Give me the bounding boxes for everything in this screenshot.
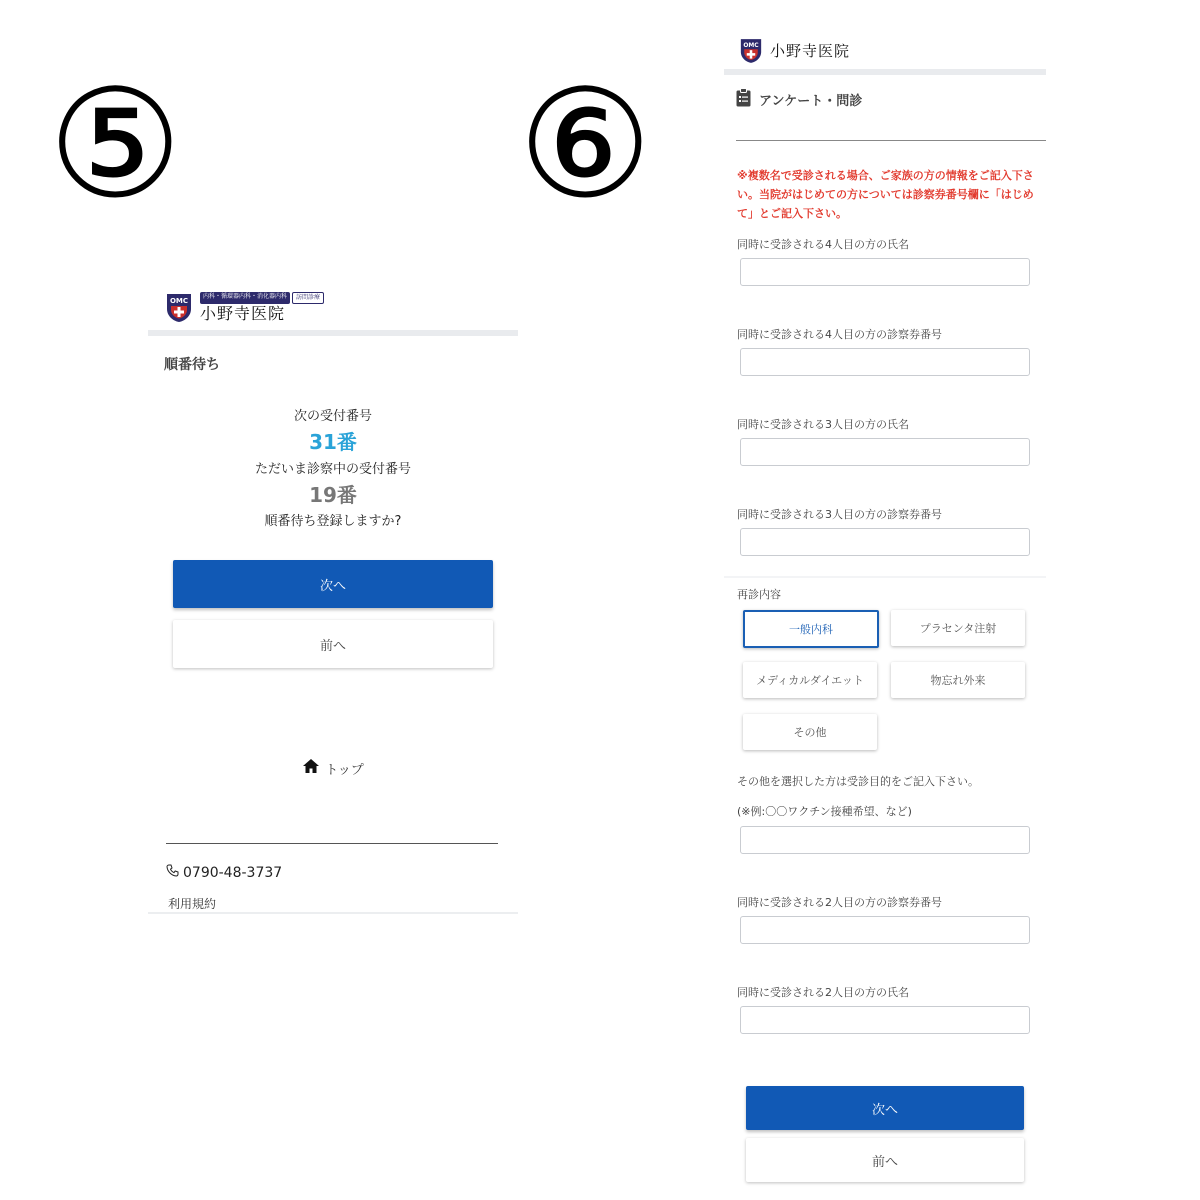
current-number-label: ただいま診察中の受付番号: [254, 462, 411, 477]
back-button[interactable]: 前へ: [173, 620, 493, 668]
other-example: (※例:〇〇ワクチン接種希望、など): [737, 805, 912, 818]
next-number-label: 次の受付番号: [293, 409, 372, 424]
svg-text:OMC: OMC: [169, 297, 189, 305]
clinic-name: 小野寺医院: [770, 42, 851, 60]
revisit-label: 再診内容: [737, 588, 781, 601]
input-other-purpose[interactable]: [740, 826, 1030, 854]
footer-divider: [166, 843, 498, 844]
input-4th-card[interactable]: [740, 348, 1030, 376]
next-button[interactable]: 次へ: [173, 560, 493, 608]
option-general-internal[interactable]: 一般内科: [743, 610, 879, 648]
clinic-logo: [740, 38, 850, 64]
phone-icon: [166, 864, 179, 881]
section-underline: [736, 140, 1046, 141]
clinic-logo: [166, 292, 324, 324]
svg-text:OMC: OMC: [743, 42, 759, 49]
section-separator: [724, 576, 1046, 578]
back-button[interactable]: 前へ: [746, 1138, 1024, 1182]
step-number-5: ⑤: [48, 58, 183, 232]
field-label-2nd-name: 同時に受診される2人目の方の氏名: [737, 986, 909, 999]
notice-text: ※複数名で受診される場合、ご家族の方の情報をご記入下さい。当院がはじめての方については診察券番号欄に「はじめて」とご記入下さい。: [737, 169, 1034, 220]
header-divider: [148, 330, 518, 336]
option-memory-clinic[interactable]: 物忘れ外来: [891, 662, 1025, 698]
field-label-4th-name: 同時に受診される4人目の方の氏名: [737, 238, 909, 251]
clinic-subtitle: 内科・循環器内科・消化器内科: [200, 292, 290, 304]
phone-number-text: 0790-48-3737: [183, 864, 283, 881]
register-question: 順番待ち登録しますか?: [264, 514, 402, 529]
step-number-6: ⑥: [518, 58, 653, 232]
input-2nd-card[interactable]: [740, 916, 1030, 944]
option-placenta-injection[interactable]: プラセンタ注射: [891, 610, 1025, 646]
home-icon: [302, 758, 320, 778]
field-label-3rd-card: 同時に受診される3人目の方の診察券番号: [737, 508, 942, 521]
input-3rd-name[interactable]: [740, 438, 1030, 466]
screen-queue-wait: [148, 290, 518, 920]
header-divider: [724, 69, 1046, 75]
option-medical-diet[interactable]: メディカルダイエット: [743, 662, 877, 698]
top-link-label: トップ: [325, 762, 364, 778]
terms-link[interactable]: 利用規約: [168, 897, 217, 911]
section-title-label: アンケート・問診: [759, 94, 863, 109]
input-4th-name[interactable]: [740, 258, 1030, 286]
other-instruction: その他を選択した方は受診目的をご記入下さい。: [737, 775, 979, 788]
clinic-badge: 訪問診療: [292, 292, 324, 304]
next-button[interactable]: 次へ: [746, 1086, 1024, 1130]
clinic-name: 小野寺医院: [200, 304, 286, 323]
top-link[interactable]: [148, 758, 518, 778]
field-label-3rd-name: 同時に受診される3人目の方の氏名: [737, 418, 909, 431]
phone-number[interactable]: [166, 864, 282, 881]
screen-questionnaire: [724, 36, 1046, 1200]
clinic-emblem-icon: [166, 293, 192, 323]
footer-bottom-rule: [148, 912, 518, 914]
clinic-emblem-icon: [740, 38, 762, 64]
section-title: [736, 88, 862, 111]
next-number-value: 31番: [309, 430, 357, 454]
clipboard-icon: [736, 88, 751, 111]
field-label-4th-card: 同時に受診される4人目の方の診察券番号: [737, 328, 942, 341]
page-title: 順番待ち: [164, 357, 220, 373]
current-number-value: 19番: [309, 483, 357, 507]
input-2nd-name[interactable]: [740, 1006, 1030, 1034]
input-3rd-card[interactable]: [740, 528, 1030, 556]
field-label-2nd-card: 同時に受診される2人目の方の診察券番号: [737, 896, 942, 909]
option-other[interactable]: その他: [743, 714, 877, 750]
